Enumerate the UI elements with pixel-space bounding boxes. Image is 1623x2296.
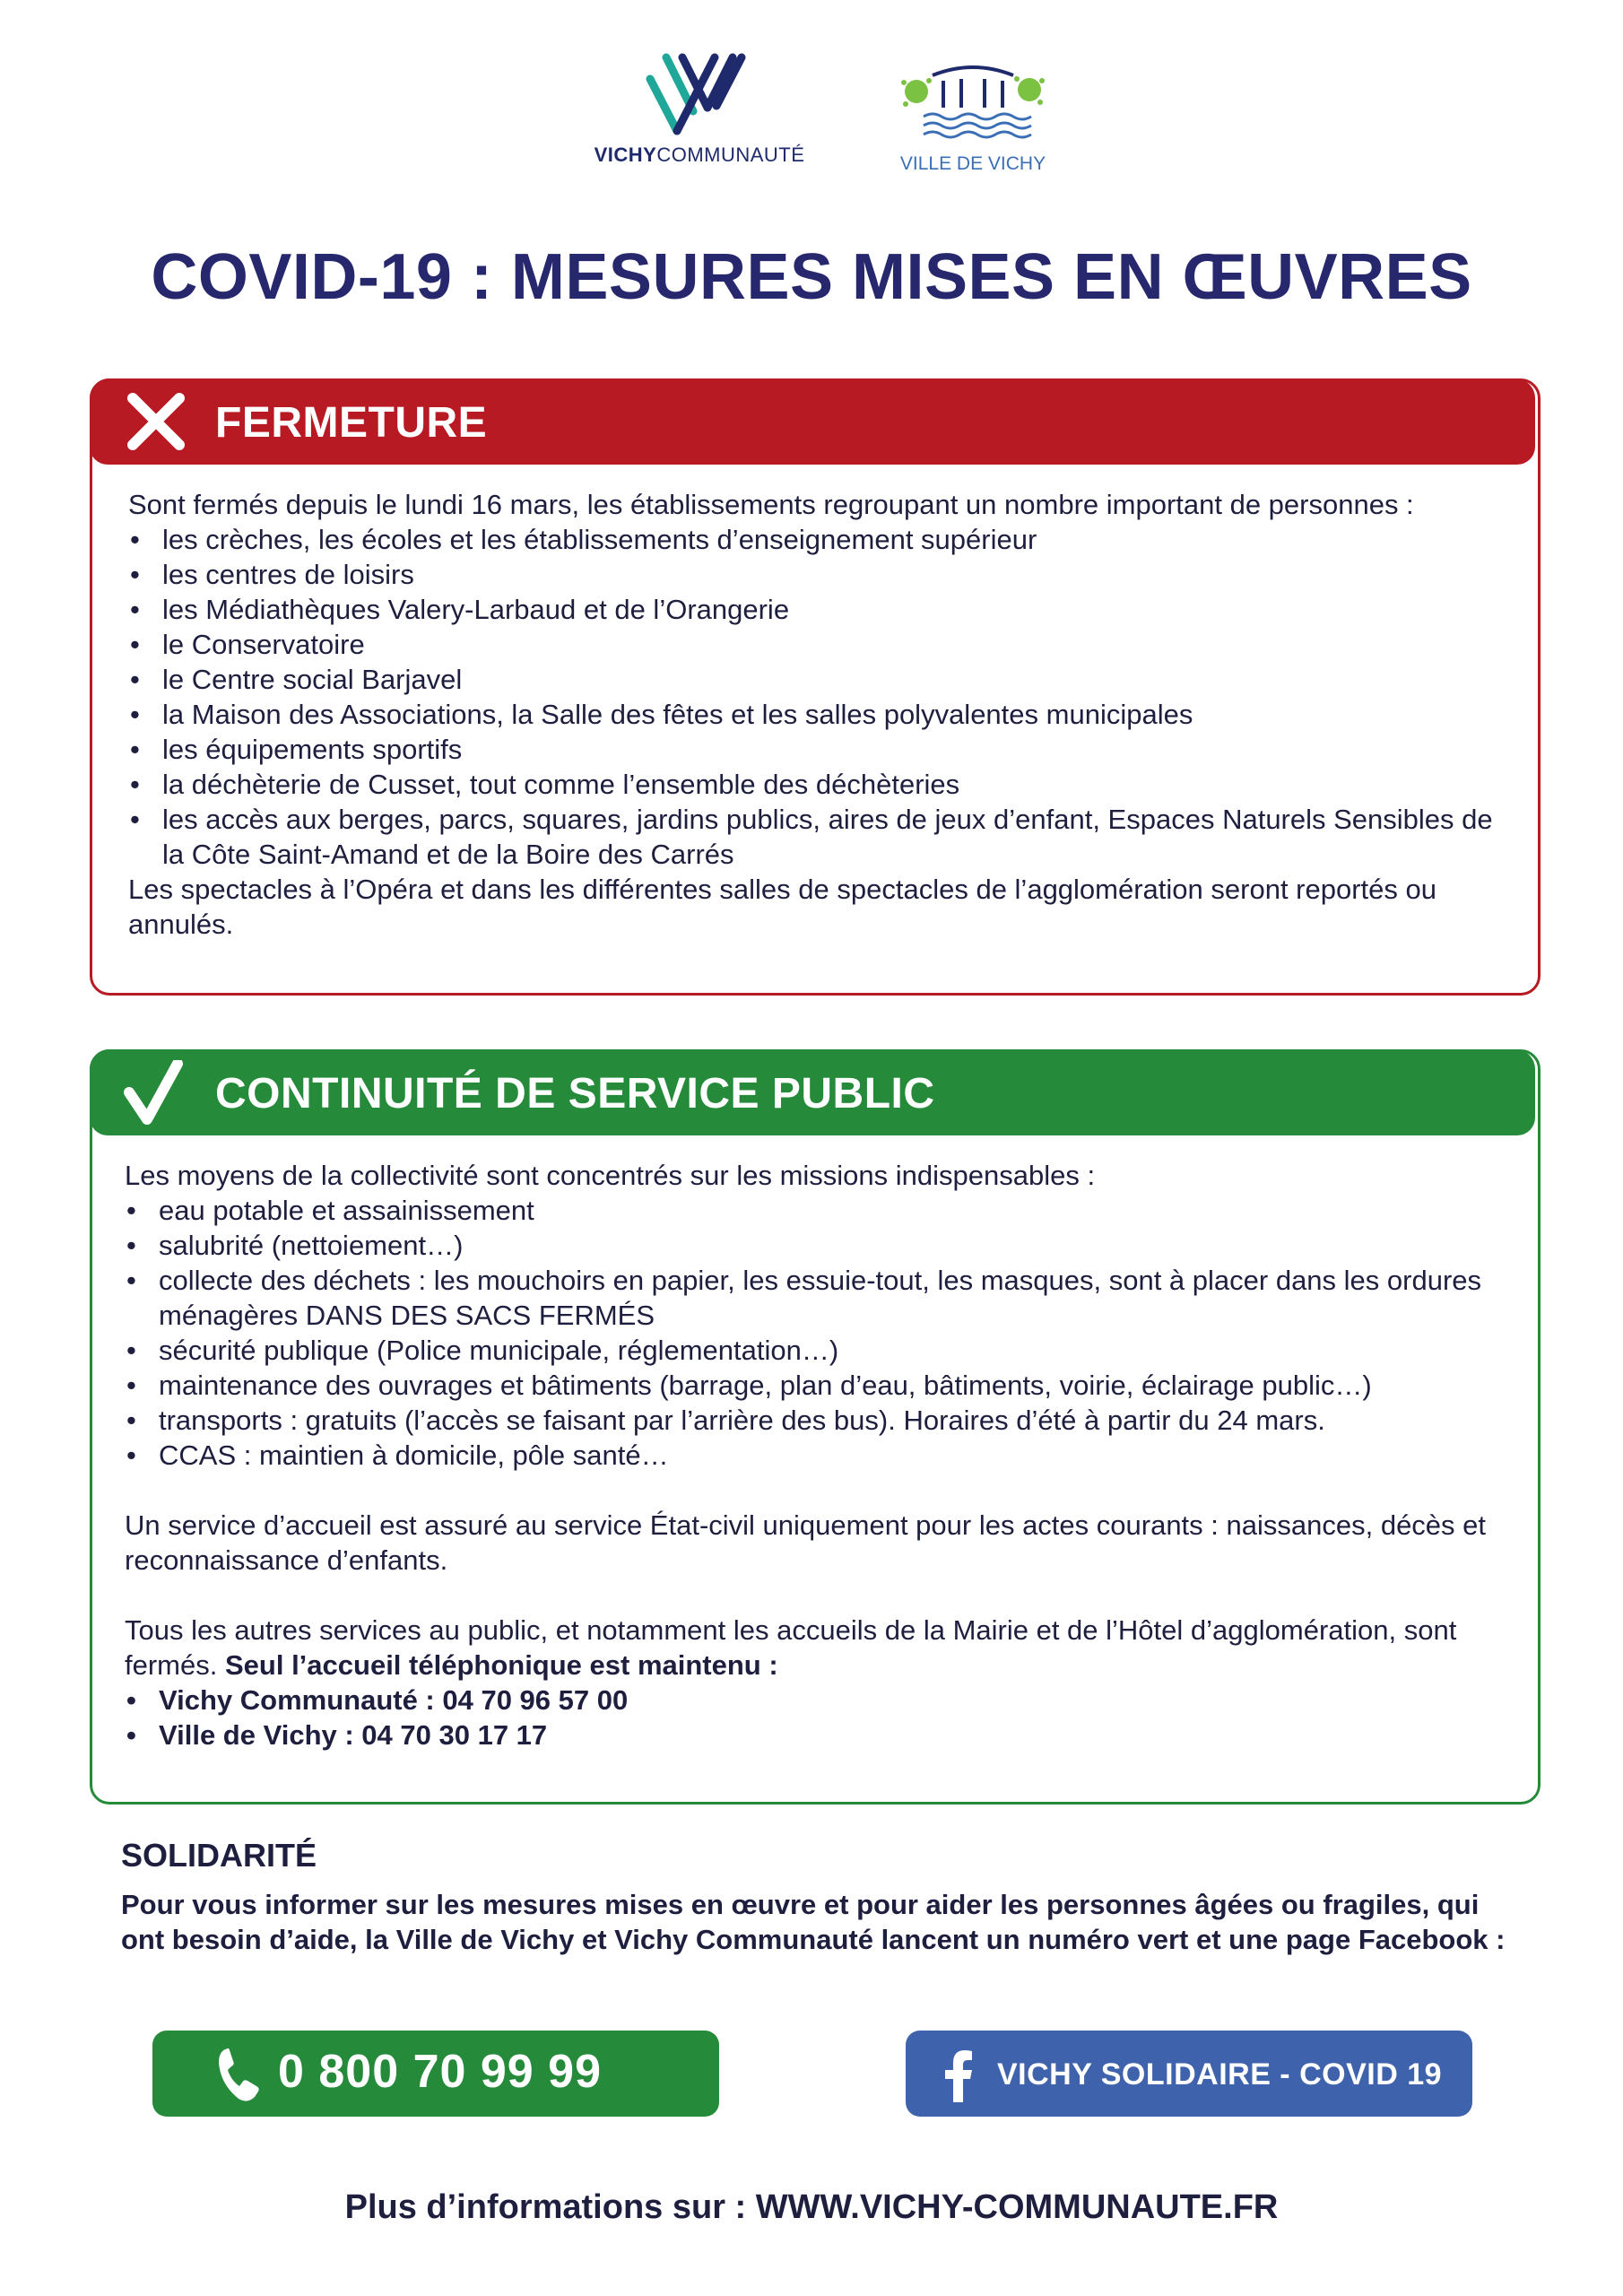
close-x-icon — [124, 389, 188, 454]
fermeture-outro: Les spectacles à l’Opéra et dans les différentes salles de spectacles de l’agglomération seront reportés ou annulés. — [128, 874, 1436, 940]
list-item: • collecte des déchets : les mouchoirs en papier, les essuie-tout, les masques, sont à placer dans les ordures ménagères DANS DES SACS FERMÉS — [125, 1263, 1502, 1333]
etat-civil-text: Un service d’accueil est assuré au service État-civil uniquement pour les actes courants : naissances, décès et reconnaissance d’enfants. — [125, 1509, 1487, 1576]
autres-services-sentence: Tous les autres services au public, et notamment les accueils de la Mairie et de l’Hôtel d’agglomération, sont fermés. — [125, 1614, 1457, 1681]
continuite-list — [125, 1193, 1502, 1473]
list-item: • maintenance des ouvrages et bâtiments (barrage, plan d’eau, bâtiments, voirie, éclairage public…) — [125, 1368, 1502, 1403]
phone-ville-de-vichy: • Ville de Vichy : 04 70 30 17 17 — [125, 1718, 1502, 1752]
list-item: • les accès aux berges, parcs, squares, jardins publics, aires de jeux d’enfant, Espaces Naturels Sensibles de la Côte Saint-Amand et de la Boire des Carrés — [128, 802, 1502, 872]
phone-vichy-communaute: • Vichy Communauté : 04 70 96 57 00 — [125, 1683, 1502, 1718]
fermeture-heading: FERMETURE — [215, 399, 488, 447]
list-item: • CCAS : maintien à domicile, pôle santé… — [125, 1438, 1502, 1473]
list-item: • les crèches, les écoles et les établissements d’enseignement supérieur — [128, 522, 1502, 557]
numero-vert-button[interactable] — [152, 2031, 719, 2117]
fermeture-body — [128, 487, 1502, 942]
numero-vert-text: 0 800 70 99 99 — [278, 2046, 602, 2098]
facebook-icon — [940, 2048, 976, 2102]
solidarite-heading: SOLIDARITÉ — [121, 1837, 317, 1874]
list-item: • les équipements sportifs — [128, 732, 1502, 767]
facebook-page-text: VICHY SOLIDAIRE - COVID 19 — [997, 2057, 1443, 2092]
list-item: • le Centre social Barjavel — [128, 662, 1502, 697]
continuite-intro: Les moyens de la collectivité sont concentrés sur les missions indispensables : — [125, 1160, 1096, 1191]
solidarite-section — [121, 1837, 1520, 1957]
page-title: COVID-19 : MESURES MISES EN ŒUVRES — [151, 241, 1472, 313]
list-item: • sécurité publique (Police municipale, réglementation…) — [125, 1333, 1502, 1368]
vichy-communaute-logo-mark — [641, 52, 758, 138]
ville-de-vichy-logo — [897, 56, 1049, 181]
list-item: • les Médiathèques Valery-Larbaud et de l’Orangerie — [128, 592, 1502, 627]
continuite-header — [90, 1049, 1535, 1135]
list-item: • eau potable et assainissement — [125, 1193, 1502, 1228]
continuite-body — [125, 1158, 1502, 1752]
list-item: • la Maison des Associations, la Salle des fêtes et les salles polyvalentes municipales — [128, 697, 1502, 732]
facebook-page-button[interactable] — [906, 2031, 1472, 2117]
list-item: • les centres de loisirs — [128, 557, 1502, 592]
checkmark-icon — [124, 1060, 188, 1125]
fermeture-panel — [90, 378, 1541, 996]
phone-icon — [215, 2045, 264, 2104]
logo-text-vichy: VICHY — [594, 144, 657, 166]
ville-de-vichy-emblem-icon — [897, 56, 1049, 145]
continuite-panel — [90, 1049, 1541, 1805]
list-item: • salubrité (nettoiement…) — [125, 1228, 1502, 1263]
list-item: • la déchèterie de Cusset, tout comme l’ensemble des déchèteries — [128, 767, 1502, 802]
vichy-communaute-logo — [574, 52, 825, 178]
fermeture-intro: Sont fermés depuis le lundi 16 mars, les établissements regroupant un nombre important de personnes : — [128, 489, 1414, 520]
logo-text-communaute: COMMUNAUTÉ — [656, 144, 805, 166]
accueil-telephonique-text: Seul l’accueil téléphonique est maintenu : — [224, 1649, 778, 1681]
solidarite-text: Pour vous informer sur les mesures mises en œuvre et pour aider les personnes âgées ou fragiles, qui ont besoin d’aide, la Ville de Vichy et Vichy Communauté lancent un numéro vert et une page Facebook : — [121, 1889, 1506, 1955]
autres-services-text — [125, 1613, 1502, 1683]
phone-list — [125, 1683, 1502, 1752]
list-item: • transports : gratuits (l’accès se faisant par l’arrière des bus). Horaires d’été à partir du 24 mars. — [125, 1403, 1502, 1438]
fermeture-list — [128, 522, 1502, 872]
list-item: • le Conservatoire — [128, 627, 1502, 662]
continuite-heading: CONTINUITÉ DE SERVICE PUBLIC — [215, 1070, 935, 1118]
fermeture-header — [90, 378, 1535, 465]
footer-info: Plus d’informations sur : WWW.VICHY-COMMUNAUTE.FR — [344, 2188, 1279, 2226]
logo-text-ville-de-vichy: VILLE DE VICHY — [899, 153, 1046, 174]
